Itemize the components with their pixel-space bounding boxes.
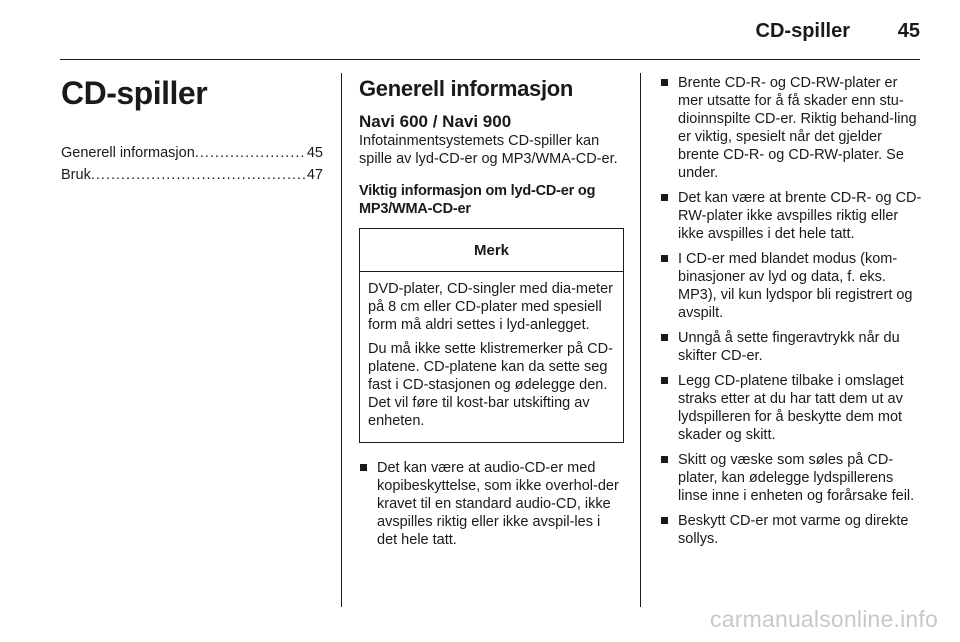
bullet-square-icon bbox=[661, 255, 668, 262]
column-divider-left bbox=[341, 73, 342, 607]
important-heading: Viktig informasjon om lyd-CD-er og MP3/WMA-CD-er bbox=[359, 183, 596, 217]
bullet-square-icon bbox=[661, 79, 668, 86]
intro-paragraph: Infotainmentsystemets CD-spiller kan spille av lyd-CD-er og MP3/WMA-CD-er. bbox=[359, 133, 618, 167]
toc-entry-page: 45 bbox=[306, 145, 323, 161]
chapter-title: CD-spiller bbox=[61, 75, 208, 111]
bullet-square-icon bbox=[661, 456, 668, 463]
toc-leader-dots bbox=[195, 142, 305, 164]
bullet-list bbox=[359, 459, 624, 549]
list-item bbox=[660, 189, 922, 243]
list-item-text: Legg CD-platene tilbake i omslaget straks etter at du har tatt dem ut av lydspilleren for å beskytte dem mot skader og skitt. bbox=[678, 373, 904, 443]
bullet-square-icon bbox=[661, 377, 668, 384]
header-rule bbox=[60, 59, 920, 60]
toc-leader-dots bbox=[91, 164, 305, 186]
toc-column bbox=[61, 74, 323, 186]
toc-entry-title: Generell informasjon bbox=[61, 145, 195, 161]
bullet-square-icon bbox=[661, 517, 668, 524]
bullet-list bbox=[660, 74, 922, 548]
toc-entry[interactable] bbox=[61, 164, 323, 186]
list-item bbox=[660, 74, 922, 182]
note-body bbox=[360, 272, 623, 442]
list-item-text: Unngå å sette fingeravtrykk når du skifter CD-er. bbox=[678, 330, 900, 364]
list-item bbox=[359, 459, 624, 549]
bullet-square-icon bbox=[661, 194, 668, 201]
list-item bbox=[660, 329, 922, 365]
list-item-text: Beskytt CD-er mot varme og direkte sollys. bbox=[678, 513, 909, 547]
page-number: 45 bbox=[897, 20, 920, 42]
list-item-text: Brente CD-R- og CD-RW-plater er mer utsatte for å få skader enn stu-dioinnspilte CD-er. Riktig behand-ling er viktig, spesielt når det gjelder brente CD-R- og CD-RW-plater. Se under. bbox=[678, 75, 917, 181]
list-item bbox=[660, 512, 922, 548]
toc-entry-title: Bruk bbox=[61, 167, 91, 183]
subsection-title: Navi 600 / Navi 900 bbox=[359, 112, 512, 131]
right-column bbox=[660, 74, 922, 555]
list-item bbox=[660, 250, 922, 322]
note-heading: Merk bbox=[360, 229, 623, 272]
list-item bbox=[660, 451, 922, 505]
toc-entry-page: 47 bbox=[306, 167, 323, 183]
note-paragraph: DVD-plater, CD-singler med dia-meter på 8 cm eller CD-plater med spesiell form må aldri settes i lyd-anlegget. bbox=[368, 281, 613, 333]
running-header-title: CD-spiller bbox=[755, 20, 850, 42]
note-paragraph: Du må ikke sette klistremerker på CD-platene. CD-platene kan da sette seg fast i CD-stasjonen og ødelegge den. Det vil føre til kost-bar utskifting av enheten. bbox=[368, 341, 613, 429]
middle-column bbox=[359, 74, 624, 556]
watermark: carmanualsonline.info bbox=[710, 606, 938, 632]
list-item-text: Det kan være at audio-CD-er med kopibeskyttelse, som ikke overhol-der kravet til en standard audio-CD, ikke avspilles riktig eller ikke avspil-les i det hele tatt. bbox=[377, 460, 619, 548]
list-item bbox=[660, 372, 922, 444]
list-item-text: Det kan være at brente CD-R- og CD-RW-plater ikke avspilles riktig eller ikke avspilles i det hele tatt. bbox=[678, 190, 922, 242]
list-item-text: Skitt og væske som søles på CD-plater, kan ødelegge lydspillerens linse inne i enheten og forårsake feil. bbox=[678, 452, 915, 504]
bullet-square-icon bbox=[661, 334, 668, 341]
note-box bbox=[359, 228, 624, 443]
toc-entry[interactable] bbox=[61, 142, 323, 164]
column-divider-right bbox=[640, 73, 641, 607]
bullet-square-icon bbox=[360, 464, 367, 471]
list-item-text: I CD-er med blandet modus (kom-binasjoner av lyd og data, f. eks. MP3), vil kun lydspor bli registrert og avspilt. bbox=[678, 251, 913, 321]
section-title: Generell informasjon bbox=[359, 76, 574, 101]
